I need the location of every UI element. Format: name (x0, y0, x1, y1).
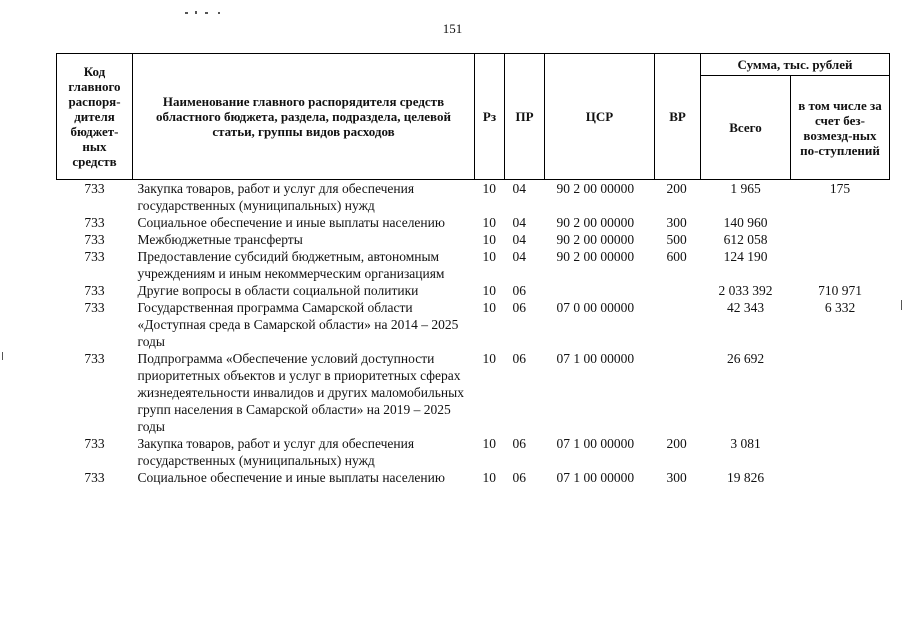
row-code: 733 (84, 283, 105, 298)
row-total: 612 058 (723, 232, 768, 247)
row-incl (791, 231, 890, 248)
header-total: Всего (701, 76, 791, 180)
header-vr: ВР (655, 54, 701, 180)
row-csr: 07 1 00 00000 (556, 351, 635, 366)
row-code: 733 (84, 470, 105, 485)
table-row (57, 248, 890, 282)
row-name: Подпрограмма «Обеспечение условий доступности приоритетных объектов и услуг в приоритетных сферах жизнедеятельности инвалидов и других маломобильных групп населения в Самарской области» на 2019 – 2025 годы (137, 351, 464, 434)
row-incl: 175 (829, 181, 851, 196)
row-code: 733 (84, 436, 105, 451)
row-vr: 200 (666, 181, 687, 196)
row-total: 140 960 (723, 215, 768, 230)
row-incl (791, 469, 890, 486)
row-name: Социальное обеспечение и иные выплаты населению (137, 470, 445, 485)
row-csr: 07 0 00 00000 (556, 300, 635, 315)
row-pr: 04 (512, 232, 526, 247)
row-rz: 10 (482, 300, 496, 315)
row-csr: 90 2 00 00000 (556, 249, 635, 264)
scan-artifact (205, 12, 208, 14)
header-rz: Рз (475, 54, 505, 180)
row-name: Предоставление субсидий бюджетным, автономным учреждениям и иным некоммерческим организациям (137, 249, 445, 281)
row-vr: 600 (666, 249, 687, 264)
row-name: Социальное обеспечение и иные выплаты населению (137, 215, 445, 230)
row-rz: 10 (482, 470, 496, 485)
scan-artifact (195, 11, 197, 14)
row-pr: 06 (512, 436, 526, 451)
row-csr: 07 1 00 00000 (556, 436, 635, 451)
header-name: Наименование главного распорядителя средств областного бюджета, раздела, подраздела, целевой статьи, группы видов расходов (133, 54, 475, 180)
row-pr: 04 (512, 181, 526, 196)
row-vr (655, 282, 701, 299)
row-name: Государственная программа Самарской области «Доступная среда в Самарской области» на 2014 – 2025 годы (137, 300, 459, 349)
table-body (57, 180, 890, 487)
table-row (57, 231, 890, 248)
row-code: 733 (84, 181, 105, 196)
row-pr: 06 (512, 283, 526, 298)
row-pr: 06 (512, 351, 526, 366)
row-incl: 6 332 (824, 300, 856, 315)
scan-artifact (901, 300, 902, 310)
row-rz: 10 (482, 232, 496, 247)
table-row (57, 469, 890, 486)
table-row (57, 299, 890, 350)
row-incl (791, 214, 890, 231)
row-csr: 90 2 00 00000 (556, 215, 635, 230)
row-vr: 300 (666, 470, 687, 485)
row-name: Межбюджетные трансферты (137, 232, 303, 247)
row-rz: 10 (482, 181, 496, 196)
row-csr: 90 2 00 00000 (556, 232, 635, 247)
row-vr (655, 350, 701, 435)
table-row (57, 214, 890, 231)
row-incl (791, 248, 890, 282)
row-total: 26 692 (726, 351, 765, 366)
row-code: 733 (84, 351, 105, 366)
table-row (57, 180, 890, 215)
row-vr: 500 (666, 232, 687, 247)
row-code: 733 (84, 215, 105, 230)
budget-table (56, 53, 890, 486)
row-pr: 06 (512, 470, 526, 485)
row-total: 124 190 (723, 249, 768, 264)
row-total: 19 826 (726, 470, 765, 485)
row-pr: 04 (512, 215, 526, 230)
header-code: Код главного распоря-дителя бюджет-ных средств (57, 54, 133, 180)
row-code: 733 (84, 249, 105, 264)
table-row (57, 435, 890, 469)
row-csr (545, 282, 655, 299)
header-incl: в том числе за счет без-возмезд-ных по-ступлений (791, 76, 890, 180)
row-incl (791, 350, 890, 435)
row-total: 1 965 (730, 181, 761, 196)
table-row (57, 350, 890, 435)
page-number: 151 (442, 21, 463, 36)
row-rz: 10 (482, 351, 496, 366)
row-incl (791, 435, 890, 469)
header-sum: Сумма, тыс. рублей (701, 54, 890, 76)
row-rz: 10 (482, 436, 496, 451)
scan-artifact (2, 352, 3, 360)
row-rz: 10 (482, 249, 496, 264)
row-vr: 300 (666, 215, 687, 230)
row-name: Другие вопросы в области социальной политики (137, 283, 419, 298)
row-code: 733 (84, 300, 105, 315)
header-pr: ПР (505, 54, 545, 180)
row-total: 2 033 392 (718, 283, 773, 298)
header-csr: ЦСР (545, 54, 655, 180)
row-vr: 200 (666, 436, 687, 451)
scan-artifact (185, 12, 188, 14)
row-rz: 10 (482, 283, 496, 298)
row-total: 3 081 (730, 436, 761, 451)
row-pr: 04 (512, 249, 526, 264)
row-csr: 07 1 00 00000 (556, 470, 635, 485)
row-name: Закупка товаров, работ и услуг для обеспечения государственных (муниципальных) нужд (137, 181, 415, 213)
row-name: Закупка товаров, работ и услуг для обеспечения государственных (муниципальных) нужд (137, 436, 415, 468)
scan-artifact (218, 12, 220, 14)
row-csr: 90 2 00 00000 (556, 181, 635, 196)
row-rz: 10 (482, 215, 496, 230)
row-pr: 06 (512, 300, 526, 315)
table-row (57, 282, 890, 299)
row-vr (655, 299, 701, 350)
row-code: 733 (84, 232, 105, 247)
row-incl: 710 971 (818, 283, 862, 298)
row-total: 42 343 (726, 300, 765, 315)
